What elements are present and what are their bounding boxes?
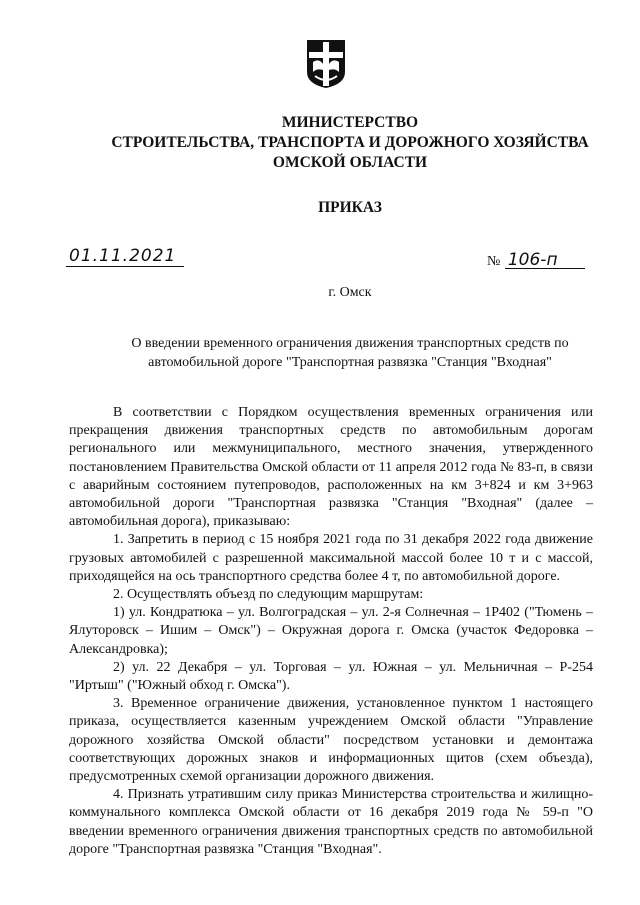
- route-1: 1) ул. Кондратюка – ул. Волгоградская – ул. 2-я Солнечная – 1Р402 ("Тюмень – Ялуторовск – Ишим – Омск") – Окружная дорога г. Омска (участок Федоровка – Александровка);: [69, 605, 593, 657]
- item-4: 4. Признать утратившим силу приказ Министерства строительства и жилищно-коммунального комплекса Омской области от 16 декабря 2019 года № 59-п "О введении временного ограничения движения транспортных средств по автомобильной дороге "Транспортная развязка "Станция "Входная".: [69, 787, 593, 857]
- omsk-coat-of-arms-icon: [305, 38, 347, 90]
- ministry-name: [60, 113, 640, 173]
- document-type: ПРИКАЗ: [318, 199, 382, 216]
- intro-paragraph: В соответствии с Порядком осуществления временных ограничения или прекращения движения транспортных средств по автомобильным дорогам регионального или межмуниципального, местного значения, утвержденного постановлением Правительства Омской области от 11 апреля 2012 года № 83-п, в связи с аварийным состоянием путепроводов, расположенных на км 3+824 и км 3+963 автомобильной дороги "Транспортная развязка "Станция "Входная" (далее – автомобильная дорога), приказываю:: [69, 405, 593, 530]
- ministry-line: СТРОИТЕЛЬСТВА, ТРАНСПОРТА И ДОРОЖНОГО ХОЗЯЙСТВА: [111, 134, 589, 151]
- order-date: 01.11.2021: [69, 246, 177, 266]
- order-number: [487, 250, 558, 270]
- order-body: [69, 404, 593, 859]
- item-3: 3. Временное ограничение движения, установленное пунктом 1 настоящего приказа, осуществляется казенным учреждением Омской области "Управление дорожного хозяйства Омской области" посредством установки и демонтажа соответствующих дорожных знаков и информационных щитов (схем объезда), предусмотренных схемой организации дорожного движения.: [69, 696, 593, 785]
- item-2: 2. Осуществлять объезд по следующим маршрутам:: [113, 587, 424, 603]
- ministry-line: МИНИСТЕРСТВО: [281, 114, 419, 131]
- number-value: 106-п: [507, 250, 558, 270]
- order-subject: [60, 334, 640, 372]
- number-sign: №: [487, 254, 501, 269]
- item-1: 1. Запретить в период с 15 ноября 2021 года по 31 декабря 2022 года движение грузовых автомобилей с разрешенной максимальной массой более 10 т и с массой, приходящейся на ось транспортного средства более 4 т, по автомобильной дороге.: [69, 532, 593, 584]
- city: г. Омск: [328, 285, 372, 300]
- route-2: 2) ул. 22 Декабря – ул. Торговая – ул. Южная – ул. Мельничная – Р-254 "Иртыш" ("Южный обход г. Омска").: [69, 659, 593, 694]
- number-underline: [505, 268, 585, 269]
- subject-line: О введении временного ограничения движения транспортных средств по: [131, 336, 569, 351]
- subject-line: автомобильной дороге "Транспортная развязка "Станция "Входная": [148, 355, 552, 370]
- date-underline: [66, 266, 184, 267]
- ministry-line: ОМСКОЙ ОБЛАСТИ: [272, 154, 428, 171]
